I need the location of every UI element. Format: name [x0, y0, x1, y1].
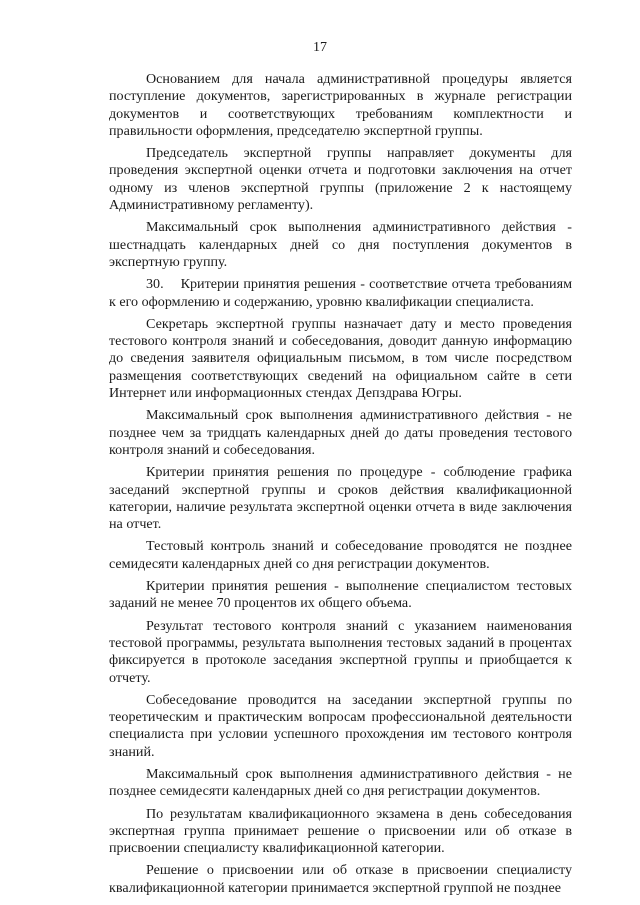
- document-body: [109, 71, 572, 902]
- paragraph: Секретарь экспертной группы назначает дату и место проведения тестового контроля знаний и собеседования, доводит данную информацию до сведения заявителя официальным письмом, в том числе посредством размещения соответствующих сведений на официальном сайте в сети Интернет или информационных стендах Депздрава Югры.: [109, 315, 572, 402]
- paragraph: Результат тестового контроля знаний с указанием наименования тестовой программы, результата выполнения тестовых заданий в процентах фиксируется в протоколе заседания экспертной группы и приобщается к отчету.: [109, 617, 572, 686]
- paragraph: Основанием для начала административной процедуры является поступление документов, зарегистрированных в журнале регистрации документов и соответствующих требованиям комплектности и правильности оформления, председателю экспертной группы.: [109, 71, 572, 139]
- paragraph: По результатам квалификационного экзамена в день собеседования экспертная группа принимает решение о присвоении или об отказе в присвоении специалисту квалификационной категории.: [109, 805, 572, 857]
- page-number: 17: [313, 40, 327, 55]
- paragraph: Критерии принятия решения по процедуре - соблюдение графика заседаний экспертной группы и сроков действия квалификационной категории, наличие результата экспертной оценки отчета в виде заключения на отчет.: [109, 464, 572, 533]
- paragraph-numbered: 30. Критерии принятия решения - соответствие отчета требованиям к его оформлению и содержанию, уровню квалификации специалиста.: [109, 276, 572, 310]
- paragraph: Решение о присвоении или об отказе в присвоении специалисту квалификационной категории принимается экспертной группой не позднее: [109, 862, 572, 896]
- paragraph: Максимальный срок выполнения административного действия - не позднее семидесяти календарных дней со дня регистрации документов.: [109, 765, 572, 800]
- paragraph: Собеседование проводится на заседании экспертной группы по теоретическим и практическим вопросам профессиональной деятельности специалиста при условии успешного прохождения им тестового контроля знаний.: [109, 691, 572, 760]
- paragraph: Тестовый контроль знаний и собеседование проводятся не позднее семидесяти календарных дней со дня регистрации документов.: [109, 538, 572, 572]
- paragraph: Председатель экспертной группы направляет документы для проведения экспертной оценки отчета и подготовки заключения на отчет одному из членов экспертной группы (приложение 2 к настоящему Административному регламенту).: [109, 145, 572, 214]
- paragraph: Максимальный срок выполнения административного действия - шестнадцать календарных дней со дня поступления документов в экспертную группу.: [109, 219, 572, 270]
- paragraph: Максимальный срок выполнения административного действия - не позднее чем за тридцать календарных дней до даты проведения тестового контроля знаний и собеседования.: [109, 407, 572, 458]
- paragraph: Критерии принятия решения - выполнение специалистом тестовых заданий не менее 70 процентов их общего объема.: [109, 578, 572, 612]
